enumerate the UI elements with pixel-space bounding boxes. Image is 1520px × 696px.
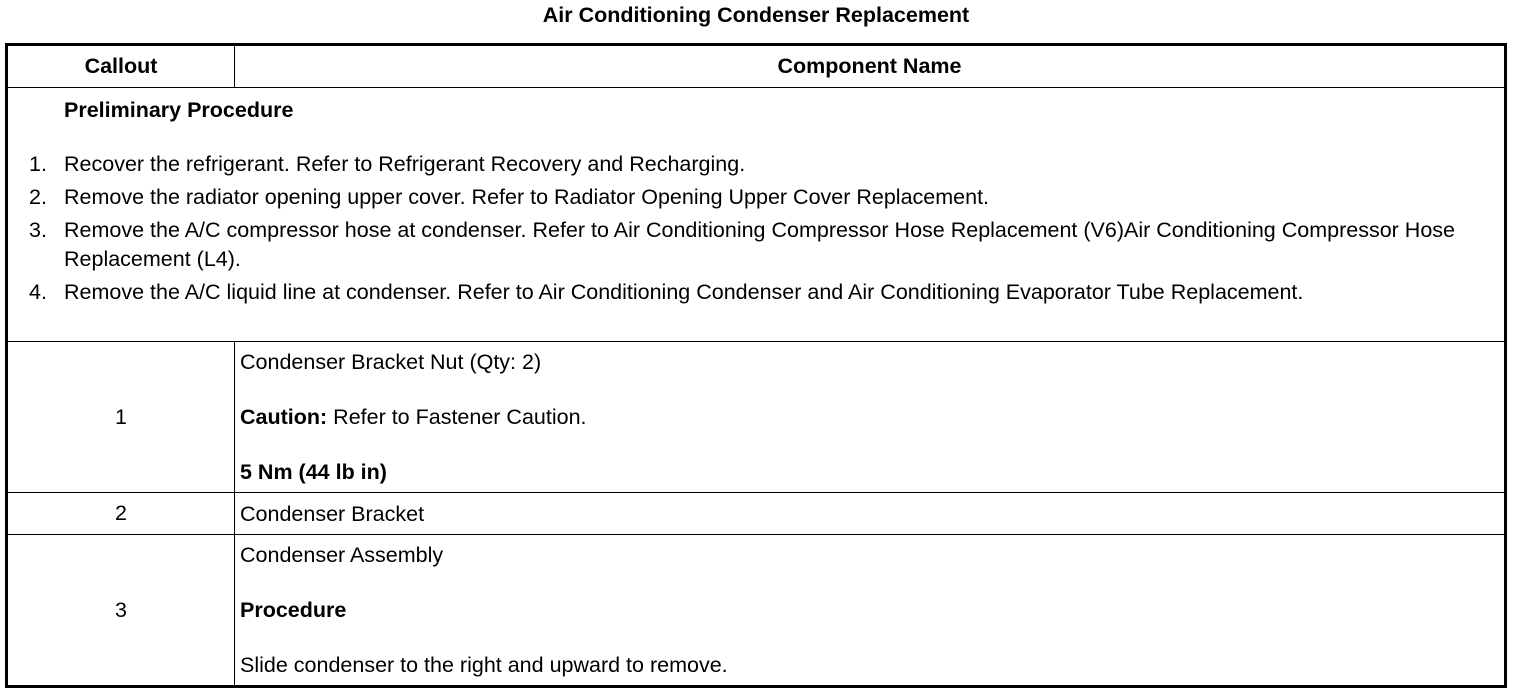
preliminary-step xyxy=(8,183,1504,212)
step-number: 1. xyxy=(29,152,47,176)
component-name: Condenser Bracket Nut (Qty: 2) xyxy=(240,350,542,374)
preliminary-steps-list xyxy=(8,150,1504,307)
step-text: Remove the A/C compressor hose at condenser. Refer to Air Conditioning Compressor Hose Replacement (V6)Air Conditioning Compressor Hose Replacement (L4). xyxy=(64,218,1455,271)
document-title: Air Conditioning Condenser Replacement xyxy=(542,3,970,27)
component-name-column-header: Component Name xyxy=(235,45,1506,88)
step-text: Remove the A/C liquid line at condenser. Refer to Air Conditioning Condenser and Air Conditioning Evaporator Tube Replacement. xyxy=(64,280,1304,304)
component-name: Condenser Bracket xyxy=(240,501,425,526)
component-cell xyxy=(235,535,1506,687)
callout-column-header: Callout xyxy=(7,45,235,88)
preliminary-procedure-heading: Preliminary Procedure xyxy=(64,98,294,122)
table-row xyxy=(7,535,1506,687)
preliminary-step xyxy=(8,150,1504,179)
callout-number: 2 xyxy=(7,493,235,535)
step-number: 4. xyxy=(29,280,47,304)
preliminary-procedure-cell xyxy=(7,88,1506,342)
step-text: Recover the refrigerant. Refer to Refrigerant Recovery and Recharging. xyxy=(64,152,746,176)
torque-spec: 5 Nm (44 lb in) xyxy=(240,460,387,484)
table-row xyxy=(7,493,1506,535)
preliminary-step xyxy=(8,278,1504,307)
procedure-label: Procedure xyxy=(240,598,347,622)
caution-text: Refer to Fastener Caution. xyxy=(327,405,587,429)
table-row xyxy=(7,342,1506,493)
caution-label: Caution: xyxy=(240,405,328,429)
step-number: 3. xyxy=(29,218,47,242)
component-table xyxy=(5,43,1507,688)
procedure-text: Slide condenser to the right and upward to remove. xyxy=(240,653,728,677)
caution-note xyxy=(240,404,1504,430)
component-cell xyxy=(235,342,1506,493)
callout-number: 1 xyxy=(7,342,235,493)
step-text: Remove the radiator opening upper cover. Refer to Radiator Opening Upper Cover Replacement. xyxy=(64,185,990,209)
component-name: Condenser Assembly xyxy=(240,543,444,567)
component-cell xyxy=(235,493,1506,535)
preliminary-procedure-row xyxy=(7,88,1506,342)
step-number: 2. xyxy=(29,185,47,209)
table-header-row xyxy=(7,45,1506,88)
callout-number: 3 xyxy=(7,535,235,687)
preliminary-step xyxy=(8,216,1504,274)
